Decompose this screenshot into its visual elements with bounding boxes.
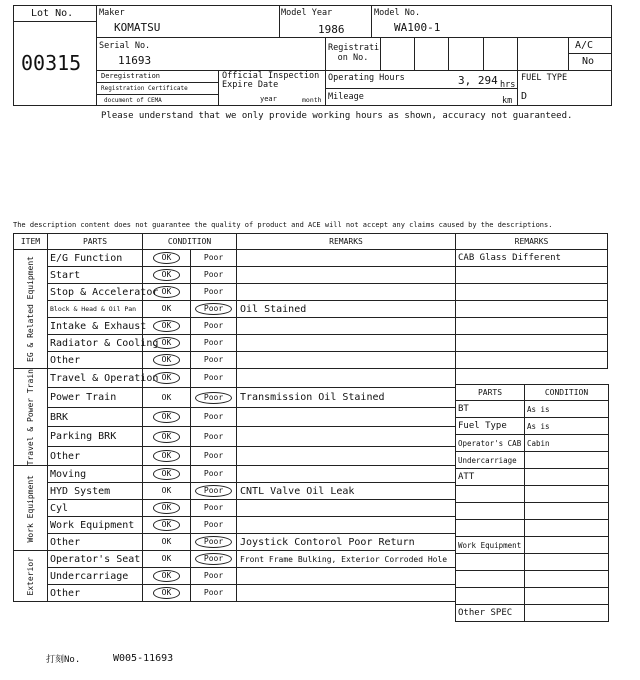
poor-option[interactable]: Poor xyxy=(203,451,224,461)
poor-option[interactable]: Poor xyxy=(203,287,224,296)
right-parts-row xyxy=(456,588,609,605)
remarks-row xyxy=(456,301,608,318)
right-part-name xyxy=(456,588,525,605)
right-part-condition xyxy=(525,554,609,571)
fuel-type-value: D xyxy=(521,91,528,102)
poor-cell xyxy=(191,318,237,335)
table-row xyxy=(14,466,456,483)
poor-option[interactable]: Poor xyxy=(203,588,224,598)
right-parts-row xyxy=(456,554,609,571)
part-name: Other xyxy=(48,534,143,551)
reg-cert-label: Registration Certificate xyxy=(101,85,188,92)
poor-cell xyxy=(191,335,237,352)
condition-table xyxy=(13,233,456,602)
fuel-type-label: FUEL TYPE xyxy=(521,73,568,83)
right-part-name: Other SPEC xyxy=(456,605,525,622)
ok-option-selected[interactable]: OK xyxy=(153,354,181,366)
remark-cell xyxy=(237,466,456,483)
ok-option-selected[interactable]: OK xyxy=(153,502,181,514)
col-condition: CONDITION xyxy=(143,234,237,250)
table-row xyxy=(14,534,456,551)
operating-hours-value: 3, 294 xyxy=(458,74,498,87)
description-note: The description content does not guarantee the quality of product and ACE will not accept any claims caused by the descriptions. xyxy=(13,221,553,229)
poor-option[interactable]: Poor xyxy=(203,270,224,279)
remarks-cell xyxy=(456,335,608,352)
ok-option-selected[interactable]: OK xyxy=(153,570,181,582)
poor-cell xyxy=(191,369,237,388)
item-group-label: Work Equipment xyxy=(26,474,35,543)
poor-cell xyxy=(191,284,237,301)
remarks-row xyxy=(456,267,608,284)
poor-option[interactable]: Poor xyxy=(203,253,224,262)
poor-option[interactable]: Poor xyxy=(203,431,224,441)
ok-cell xyxy=(143,407,191,426)
ok-cell xyxy=(143,352,191,369)
right-part-name: ATT xyxy=(456,469,525,486)
serial-value: 11693 xyxy=(118,54,152,67)
ok-option-selected[interactable]: OK xyxy=(153,286,181,298)
right-parts-row xyxy=(456,418,609,435)
poor-option-selected[interactable]: Poor xyxy=(195,553,232,565)
ok-option-selected[interactable]: OK xyxy=(153,372,181,384)
right-part-condition: Cabin xyxy=(525,435,609,452)
poor-option[interactable]: Poor xyxy=(203,355,224,364)
remark-cell: Front Frame Bulking, Exterior Corroded Hole xyxy=(237,551,456,568)
poor-option-selected[interactable]: Poor xyxy=(195,536,232,548)
right-part-name xyxy=(456,520,525,537)
remark-cell xyxy=(237,500,456,517)
model-no-value: WA100-1 xyxy=(394,21,441,34)
right-part-name xyxy=(456,554,525,571)
part-name: BRK xyxy=(48,407,143,426)
right-parts-table xyxy=(455,384,609,622)
part-name: Operator's Seat xyxy=(48,551,143,568)
remarks-row xyxy=(456,318,608,335)
part-name: Parking BRK xyxy=(48,427,143,446)
remark-cell xyxy=(237,407,456,426)
remarks-cell xyxy=(456,352,608,369)
remark-cell xyxy=(237,284,456,301)
poor-cell xyxy=(191,534,237,551)
ok-option-selected[interactable]: OK xyxy=(153,431,181,443)
right-remarks-title: REMARKS xyxy=(456,234,608,250)
ok-cell xyxy=(143,568,191,585)
right-part-name xyxy=(456,486,525,503)
poor-option[interactable]: Poor xyxy=(203,412,224,422)
remarks-cell xyxy=(456,267,608,284)
poor-option[interactable]: Poor xyxy=(203,520,224,530)
km-unit: km xyxy=(502,96,513,106)
right-part-condition xyxy=(525,469,609,486)
ok-option-selected[interactable]: OK xyxy=(153,468,181,480)
item-group-cell xyxy=(14,250,48,369)
right-part-condition xyxy=(525,588,609,605)
ok-option[interactable]: OK xyxy=(161,392,172,402)
table-row xyxy=(14,500,456,517)
remarks-cell xyxy=(456,284,608,301)
table-row xyxy=(14,301,456,318)
part-name: Moving xyxy=(48,466,143,483)
table-row xyxy=(14,284,456,301)
part-name: Cyl xyxy=(48,500,143,517)
part-name: Power Train xyxy=(48,388,143,407)
ok-option-selected[interactable]: OK xyxy=(153,587,181,599)
item-group-label: EG & Related Equipment xyxy=(26,256,35,362)
right-parts-col-condition: CONDITION xyxy=(525,385,609,401)
table-row xyxy=(14,407,456,426)
remarks-cell xyxy=(456,301,608,318)
table-row xyxy=(14,446,456,466)
right-remarks-table xyxy=(455,233,608,369)
hrs-unit: hrs xyxy=(500,80,516,90)
part-name: Intake & Exhaust xyxy=(48,318,143,335)
part-name: Other xyxy=(48,352,143,369)
ok-cell xyxy=(143,466,191,483)
poor-option[interactable]: Poor xyxy=(203,373,224,383)
model-year-value: 1986 xyxy=(318,23,345,36)
table-row xyxy=(14,388,456,407)
table-row xyxy=(14,352,456,369)
remark-cell: Joystick Contorol Poor Return xyxy=(237,534,456,551)
poor-option[interactable]: Poor xyxy=(203,571,224,581)
year-label: year xyxy=(260,95,277,103)
right-part-name: Work Equipment xyxy=(456,537,525,554)
operating-hours-label: Operating Hours xyxy=(328,73,405,83)
poor-cell xyxy=(191,585,237,602)
right-part-condition: As is xyxy=(525,401,609,418)
part-name: Stop & Accelerator xyxy=(48,284,143,301)
right-part-name xyxy=(456,503,525,520)
right-part-condition xyxy=(525,537,609,554)
poor-cell xyxy=(191,301,237,318)
col-parts: PARTS xyxy=(48,234,143,250)
condition-table-body xyxy=(14,250,456,602)
table-row xyxy=(14,517,456,534)
cema-label: document of CEMA xyxy=(104,97,162,104)
poor-cell xyxy=(191,500,237,517)
table-row xyxy=(14,483,456,500)
poor-option[interactable]: Poor xyxy=(203,338,224,347)
remark-cell xyxy=(237,517,456,534)
right-part-name: Operator's CAB xyxy=(456,435,525,452)
remark-cell xyxy=(237,446,456,466)
inspection-label: Official Inspection Expire Date xyxy=(222,71,320,90)
ac-label: A/C xyxy=(575,40,594,51)
right-part-name: BT xyxy=(456,401,525,418)
part-name: Radiator & Cooling xyxy=(48,335,143,352)
right-part-name xyxy=(456,571,525,588)
condition-table-header xyxy=(14,234,456,250)
item-group-cell xyxy=(14,551,48,602)
ok-cell xyxy=(143,517,191,534)
stamp-label: 打刻No. xyxy=(46,655,81,665)
poor-cell xyxy=(191,407,237,426)
mileage-label: Mileage xyxy=(328,92,364,102)
part-name: Undercarriage xyxy=(48,568,143,585)
remark-cell xyxy=(237,568,456,585)
ok-cell xyxy=(143,318,191,335)
ok-cell xyxy=(143,427,191,446)
remark-cell xyxy=(237,267,456,284)
part-name: E/G Function xyxy=(48,250,143,267)
ok-option-selected[interactable]: OK xyxy=(153,519,181,531)
right-part-condition xyxy=(525,486,609,503)
item-group-label: Exterior xyxy=(26,557,35,596)
ok-cell xyxy=(143,551,191,568)
registration-label: Registrati on No. xyxy=(328,43,380,63)
poor-option-selected[interactable]: Poor xyxy=(195,485,232,497)
right-part-name: Fuel Type xyxy=(456,418,525,435)
ok-cell xyxy=(143,301,191,318)
remark-cell xyxy=(237,352,456,369)
right-part-condition xyxy=(525,520,609,537)
model-year-label: Model Year xyxy=(281,8,333,18)
ok-option[interactable]: OK xyxy=(161,537,172,547)
remarks-cell xyxy=(456,318,608,335)
table-row xyxy=(14,427,456,446)
ok-option-selected[interactable]: OK xyxy=(153,411,181,423)
right-parts-row xyxy=(456,469,609,486)
right-parts-row xyxy=(456,520,609,537)
remark-cell xyxy=(237,585,456,602)
part-name: Other xyxy=(48,585,143,602)
right-parts-row xyxy=(456,571,609,588)
part-name: HYD System xyxy=(48,483,143,500)
right-parts-row xyxy=(456,503,609,520)
ok-option-selected[interactable]: OK xyxy=(153,450,181,462)
dereg-label: Deregistration xyxy=(101,72,161,80)
item-group-label: Travel & Power Train xyxy=(26,369,35,466)
poor-cell xyxy=(191,267,237,284)
remark-cell: CNTL Valve Oil Leak xyxy=(237,483,456,500)
stamp-value: W005-11693 xyxy=(113,653,174,664)
table-row xyxy=(14,250,456,267)
poor-cell xyxy=(191,388,237,407)
remark-cell: Transmission Oil Stained xyxy=(237,388,456,407)
poor-cell xyxy=(191,466,237,483)
right-part-name: Undercarriage xyxy=(456,452,525,469)
part-name: Work Equipment xyxy=(48,517,143,534)
part-name: Other xyxy=(48,446,143,466)
poor-cell xyxy=(191,517,237,534)
ok-option-selected[interactable]: OK xyxy=(153,337,181,349)
right-part-condition xyxy=(525,452,609,469)
ok-cell xyxy=(143,250,191,267)
ok-option[interactable]: OK xyxy=(161,486,172,496)
poor-cell xyxy=(191,483,237,500)
table-row xyxy=(14,318,456,335)
right-parts-row xyxy=(456,605,609,622)
serial-label: Serial No. xyxy=(99,41,151,51)
ok-option-selected[interactable]: OK xyxy=(153,320,181,332)
ok-cell xyxy=(143,585,191,602)
ok-cell xyxy=(143,483,191,500)
part-name: Block & Head & Oil Pan xyxy=(48,301,143,318)
poor-option[interactable]: Poor xyxy=(203,321,224,330)
remark-cell xyxy=(237,318,456,335)
disclaimer-text: Please understand that we only provide working hours as shown, accuracy not guaranteed. xyxy=(101,111,573,121)
part-name: Start xyxy=(48,267,143,284)
part-name: Travel & Operation xyxy=(48,369,143,388)
right-parts-row xyxy=(456,435,609,452)
maker-label: Maker xyxy=(99,8,125,18)
lot-label: Lot No. xyxy=(31,8,74,19)
ok-option[interactable]: OK xyxy=(161,554,172,564)
model-no-label: Model No. xyxy=(374,8,421,18)
right-parts-row xyxy=(456,486,609,503)
col-item: ITEM xyxy=(14,234,48,250)
ok-cell xyxy=(143,446,191,466)
table-row xyxy=(14,335,456,352)
ac-value: No xyxy=(582,56,595,67)
poor-option[interactable]: Poor xyxy=(203,503,224,513)
ok-cell xyxy=(143,534,191,551)
poor-cell xyxy=(191,568,237,585)
poor-cell xyxy=(191,551,237,568)
right-parts-row xyxy=(456,537,609,554)
ok-option[interactable]: OK xyxy=(161,304,172,313)
poor-cell xyxy=(191,352,237,369)
right-parts-row xyxy=(456,401,609,418)
ok-cell xyxy=(143,500,191,517)
poor-cell xyxy=(191,250,237,267)
right-part-condition: As is xyxy=(525,418,609,435)
table-row xyxy=(14,568,456,585)
table-row xyxy=(14,551,456,568)
poor-cell xyxy=(191,446,237,466)
table-row xyxy=(14,369,456,388)
right-part-condition xyxy=(525,503,609,520)
ok-option-selected[interactable]: OK xyxy=(153,252,181,264)
ok-cell xyxy=(143,388,191,407)
right-part-condition xyxy=(525,571,609,588)
remark-cell xyxy=(237,427,456,446)
remark-cell xyxy=(237,250,456,267)
remarks-row xyxy=(456,335,608,352)
remarks-row xyxy=(456,284,608,301)
col-remarks: REMARKS xyxy=(237,234,456,250)
item-group-cell xyxy=(14,369,48,466)
ok-option-selected[interactable]: OK xyxy=(153,269,181,281)
lot-value: 00315 xyxy=(21,51,82,75)
table-row xyxy=(14,585,456,602)
poor-option-selected[interactable]: Poor xyxy=(195,392,232,404)
item-group-cell xyxy=(14,466,48,551)
remark-cell xyxy=(237,335,456,352)
table-row xyxy=(14,267,456,284)
remark-cell: Oil Stained xyxy=(237,301,456,318)
remarks-row xyxy=(456,250,608,267)
right-part-condition xyxy=(525,605,609,622)
poor-cell xyxy=(191,427,237,446)
remarks-row xyxy=(456,352,608,369)
remark-cell xyxy=(237,369,456,388)
maker-value: KOMATSU xyxy=(114,21,161,34)
month-label: month xyxy=(302,96,322,104)
remarks-cell: CAB Glass Different xyxy=(456,250,608,267)
right-parts-col-parts: PARTS xyxy=(456,385,525,401)
ok-cell xyxy=(143,267,191,284)
poor-option-selected[interactable]: Poor xyxy=(195,303,232,315)
poor-option[interactable]: Poor xyxy=(203,469,224,479)
right-parts-row xyxy=(456,452,609,469)
